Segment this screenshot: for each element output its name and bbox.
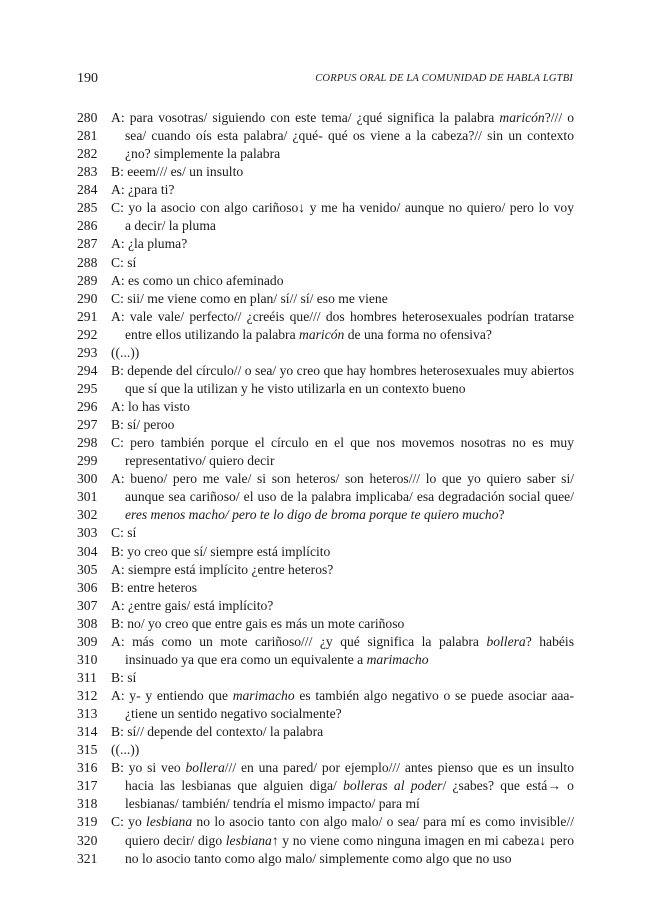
text-segment: a decir/ la pluma [125,218,216,234]
text-segment: B: no/ yo creo que entre gais es más un mote cariñoso [111,615,405,631]
text-segment: A: ¿entre gais/ está implícito? [111,597,274,613]
line-text [125,651,574,669]
line-number: 294 [77,362,98,378]
transcript-line [77,470,574,488]
line-number: 286 [77,218,98,234]
line-text [125,705,574,723]
text-segment: A: y- y entiendo que [111,688,233,703]
line-number: 281 [77,128,98,144]
text-segment: hacia las lesbianas que alguien diga/ [125,778,344,794]
text-segment: C: yo la asocio con algo cariñoso↓ y me ha venido/ aunque no quiero/ pero lo voy [111,200,574,216]
line-number: 308 [77,615,98,631]
line-number: 302 [77,507,98,523]
line-text [111,199,574,217]
text-segment: C: yo [111,814,147,830]
line-text [111,633,574,651]
line-number: 320 [77,832,98,848]
line-number: 319 [77,814,98,830]
text-segment: ? [498,507,505,523]
transcript-line [77,145,574,163]
line-number: 311 [77,669,97,685]
text-segment: ↑ y no viene como ninguna imagen en mi cabeza↓ pero [271,832,574,848]
line-number: 307 [77,597,98,613]
transcript-line [77,561,574,579]
text-segment: C: sí [111,254,137,270]
page-header [77,71,573,87]
transcript-line [77,813,574,831]
text-segment: B: eeem/// es/ un insulto [111,164,244,180]
text-segment: ? habéis [525,633,574,649]
text-segment: C: pero también porque el círculo en el que nos movemos nosotras no es muy [111,435,574,451]
transcript-line [77,759,574,777]
line-text [111,362,574,380]
transcript-line [77,290,574,308]
transcript-line [77,127,574,145]
line-text [111,290,574,308]
transcript-line [77,308,574,326]
line-text [125,832,574,850]
line-text [125,326,574,344]
transcript-line [77,633,574,651]
line-number: 284 [77,182,98,198]
line-number: 283 [77,164,98,180]
line-text [125,145,574,163]
line-text [111,308,574,326]
transcript-line [77,506,574,524]
line-text [111,723,574,741]
line-text [111,669,574,687]
transcript-line [77,669,574,687]
transcript-line [77,416,574,434]
line-text [111,579,574,597]
line-number: 295 [77,380,98,396]
line-text [111,416,574,434]
italic-term: maricón [299,326,345,342]
transcript-line [77,362,574,380]
transcript-line [77,777,574,795]
line-text [111,254,574,272]
transcript-line [77,597,574,615]
line-number: 297 [77,417,98,433]
line-number: 318 [77,796,98,812]
line-number: 293 [77,344,98,360]
line-text [111,741,574,759]
text-segment: sea/ cuando oís esta palabra/ ¿qué- qué os viene a la cabeza?// sin un contexto [125,128,574,144]
text-segment: lesbianas/ también/ tendría el mismo impacto/ para mí [125,796,420,812]
italic-term: bollera [486,633,526,649]
line-number: 299 [77,453,98,469]
italic-term: eres menos macho/ pero te lo digo de broma porque te quiero mucho [125,507,499,523]
text-segment: B: yo creo que sí/ siempre está implícito [111,543,331,559]
line-text [125,488,574,506]
italic-term: lesbiana [146,814,193,830]
line-number: 312 [77,688,98,703]
running-title: CORPUS ORAL DE LA COMUNIDAD DE HABLA LGTBI [315,73,573,84]
transcript-line [77,199,574,217]
line-text [125,506,574,524]
text-segment: que sí que la utilizan y he visto utilizarla en un contexto bueno [125,380,466,396]
transcript-line [77,235,574,253]
text-segment: quiero decir/ digo [125,832,226,848]
line-number: 285 [77,200,98,216]
line-number: 287 [77,236,98,252]
transcript-line [77,452,574,470]
transcript-line [77,272,574,290]
line-number: 290 [77,290,98,306]
line-text [111,109,574,127]
line-text [111,434,574,452]
text-segment: B: sí/ peroo [111,417,175,433]
text-segment: A: siempre está implícito ¿entre heteros? [111,561,334,577]
transcript-line [77,832,574,850]
transcript-line [77,687,574,705]
text-segment: no lo asocio tanto con algo malo/ o sea/ para mí es como invisible// [192,814,574,830]
transcript-line [77,398,574,416]
italic-term: maricón [499,110,545,125]
italic-term: marimacho [232,688,295,703]
text-segment: A: para vosotras/ siguiendo con este tema/ ¿qué significa la palabra [111,110,500,125]
transcript-line [77,254,574,272]
transcript-line [77,543,574,561]
text-segment: de una forma no ofensiva? [344,326,492,342]
line-text [111,181,574,199]
text-segment: B: yo si veo [111,760,186,776]
text-segment: A: ¿para ti? [111,182,175,198]
transcript-line [77,163,574,181]
line-text [111,344,574,362]
line-text [111,561,574,579]
line-text [125,850,574,868]
text-segment: B: entre heteros [111,579,198,595]
italic-term: lesbiana [225,832,272,848]
line-text [111,543,574,561]
line-text [111,470,574,488]
italic-term: bolleras al poder [343,778,443,794]
line-number: 301 [77,489,98,505]
line-number: 309 [77,633,98,649]
line-text [111,398,574,416]
transcript-line [77,326,574,344]
line-number: 317 [77,778,98,794]
italic-term: marimacho [366,651,429,667]
text-segment: / ¿sabes? que está→ o [442,778,574,794]
line-text [111,524,574,542]
line-text [125,795,574,813]
transcript-line [77,579,574,597]
transcript-line [77,850,574,868]
transcript-line [77,651,574,669]
transcript-line [77,524,574,542]
text-segment: A: es como un chico afeminado [111,272,284,288]
line-number: 300 [77,471,98,487]
line-text [111,759,574,777]
line-number: 298 [77,435,98,451]
text-segment: A: ¿la pluma? [111,236,188,252]
text-segment: B: sí// depende del contexto/ la palabra [111,724,324,740]
line-number: 282 [77,146,98,162]
line-text [125,777,574,795]
text-segment: representativo/ quiero decir [125,453,275,469]
line-text [111,272,574,290]
line-number: 315 [77,742,98,758]
transcript-line [77,488,574,506]
line-number: 289 [77,272,98,288]
transcript-line [77,109,574,127]
transcript-line [77,181,574,199]
text-segment: A: más como un mote cariñoso/// ¿y qué significa la palabra [111,633,487,649]
text-segment: entre ellos utilizando la palabra [125,326,300,342]
text-segment: A: vale vale/ perfecto// ¿creéis que/// dos hombres heterosexuales podrían tratarse [111,308,574,324]
text-segment: A: bueno/ pero me vale/ si son heteros/ son heteros/// lo que yo quiero saber si/ [111,471,574,487]
text-segment: ¿no? simplemente la palabra [125,146,281,162]
transcript-line [77,795,574,813]
transcript-line [77,380,574,398]
line-number: 292 [77,326,98,342]
line-text [125,380,574,398]
transcript-line [77,705,574,723]
transcript-line [77,723,574,741]
line-number: 303 [77,525,98,541]
line-text [125,217,574,235]
text-segment: es también algo negativo o se puede asociar aaa- [294,688,574,703]
transcript-line [77,434,574,452]
line-text [125,452,574,470]
text-segment: ?/// o [544,110,574,125]
transcript-line [77,615,574,633]
italic-term: bollera [185,760,225,776]
text-segment: A: lo has visto [111,399,190,414]
line-text [111,813,574,831]
transcript-line [77,217,574,235]
text-segment: insinuado ya que era como un equivalente a [125,651,367,667]
transcript-line [77,741,574,759]
line-number: 314 [77,724,98,740]
line-number: 291 [77,308,98,324]
text-segment: ((...)) [111,344,140,360]
text-segment: no lo asocio tanto como algo malo/ simplemente como algo que no uso [125,850,512,866]
line-number: 288 [77,254,98,270]
line-number: 310 [77,651,98,667]
text-segment: C: sii/ me viene como en plan/ sí// sí/ eso me viene [111,290,388,306]
text-segment: /// en una pared/ por ejemplo/// antes pienso que es un insulto [224,760,574,776]
line-text [111,235,574,253]
line-number: 313 [77,706,98,722]
text-segment: aunque sea cariñoso/ el uso de la palabra implicaba/ esa degradación social quee/ [125,489,574,505]
text-segment: ¿tiene un sentido negativo socialmente? [125,706,342,722]
line-number: 316 [77,760,98,776]
text-segment: ((...)) [111,742,140,758]
line-number: 306 [77,579,98,595]
line-number: 296 [77,399,98,414]
line-number: 280 [77,110,98,125]
line-number: 321 [77,850,98,866]
transcript-line [77,344,574,362]
line-text [125,127,574,145]
line-number: 304 [77,543,98,559]
line-text [111,615,574,633]
text-segment: B: sí [111,669,137,685]
text-segment: B: depende del círculo// o sea/ yo creo que hay hombres heterosexuales muy abiertos [111,362,574,378]
line-text [111,597,574,615]
transcript [77,109,574,868]
line-number: 305 [77,561,98,577]
page-number: 190 [77,71,98,86]
line-text [111,163,574,181]
line-text [111,687,574,705]
text-segment: C: sí [111,525,137,541]
